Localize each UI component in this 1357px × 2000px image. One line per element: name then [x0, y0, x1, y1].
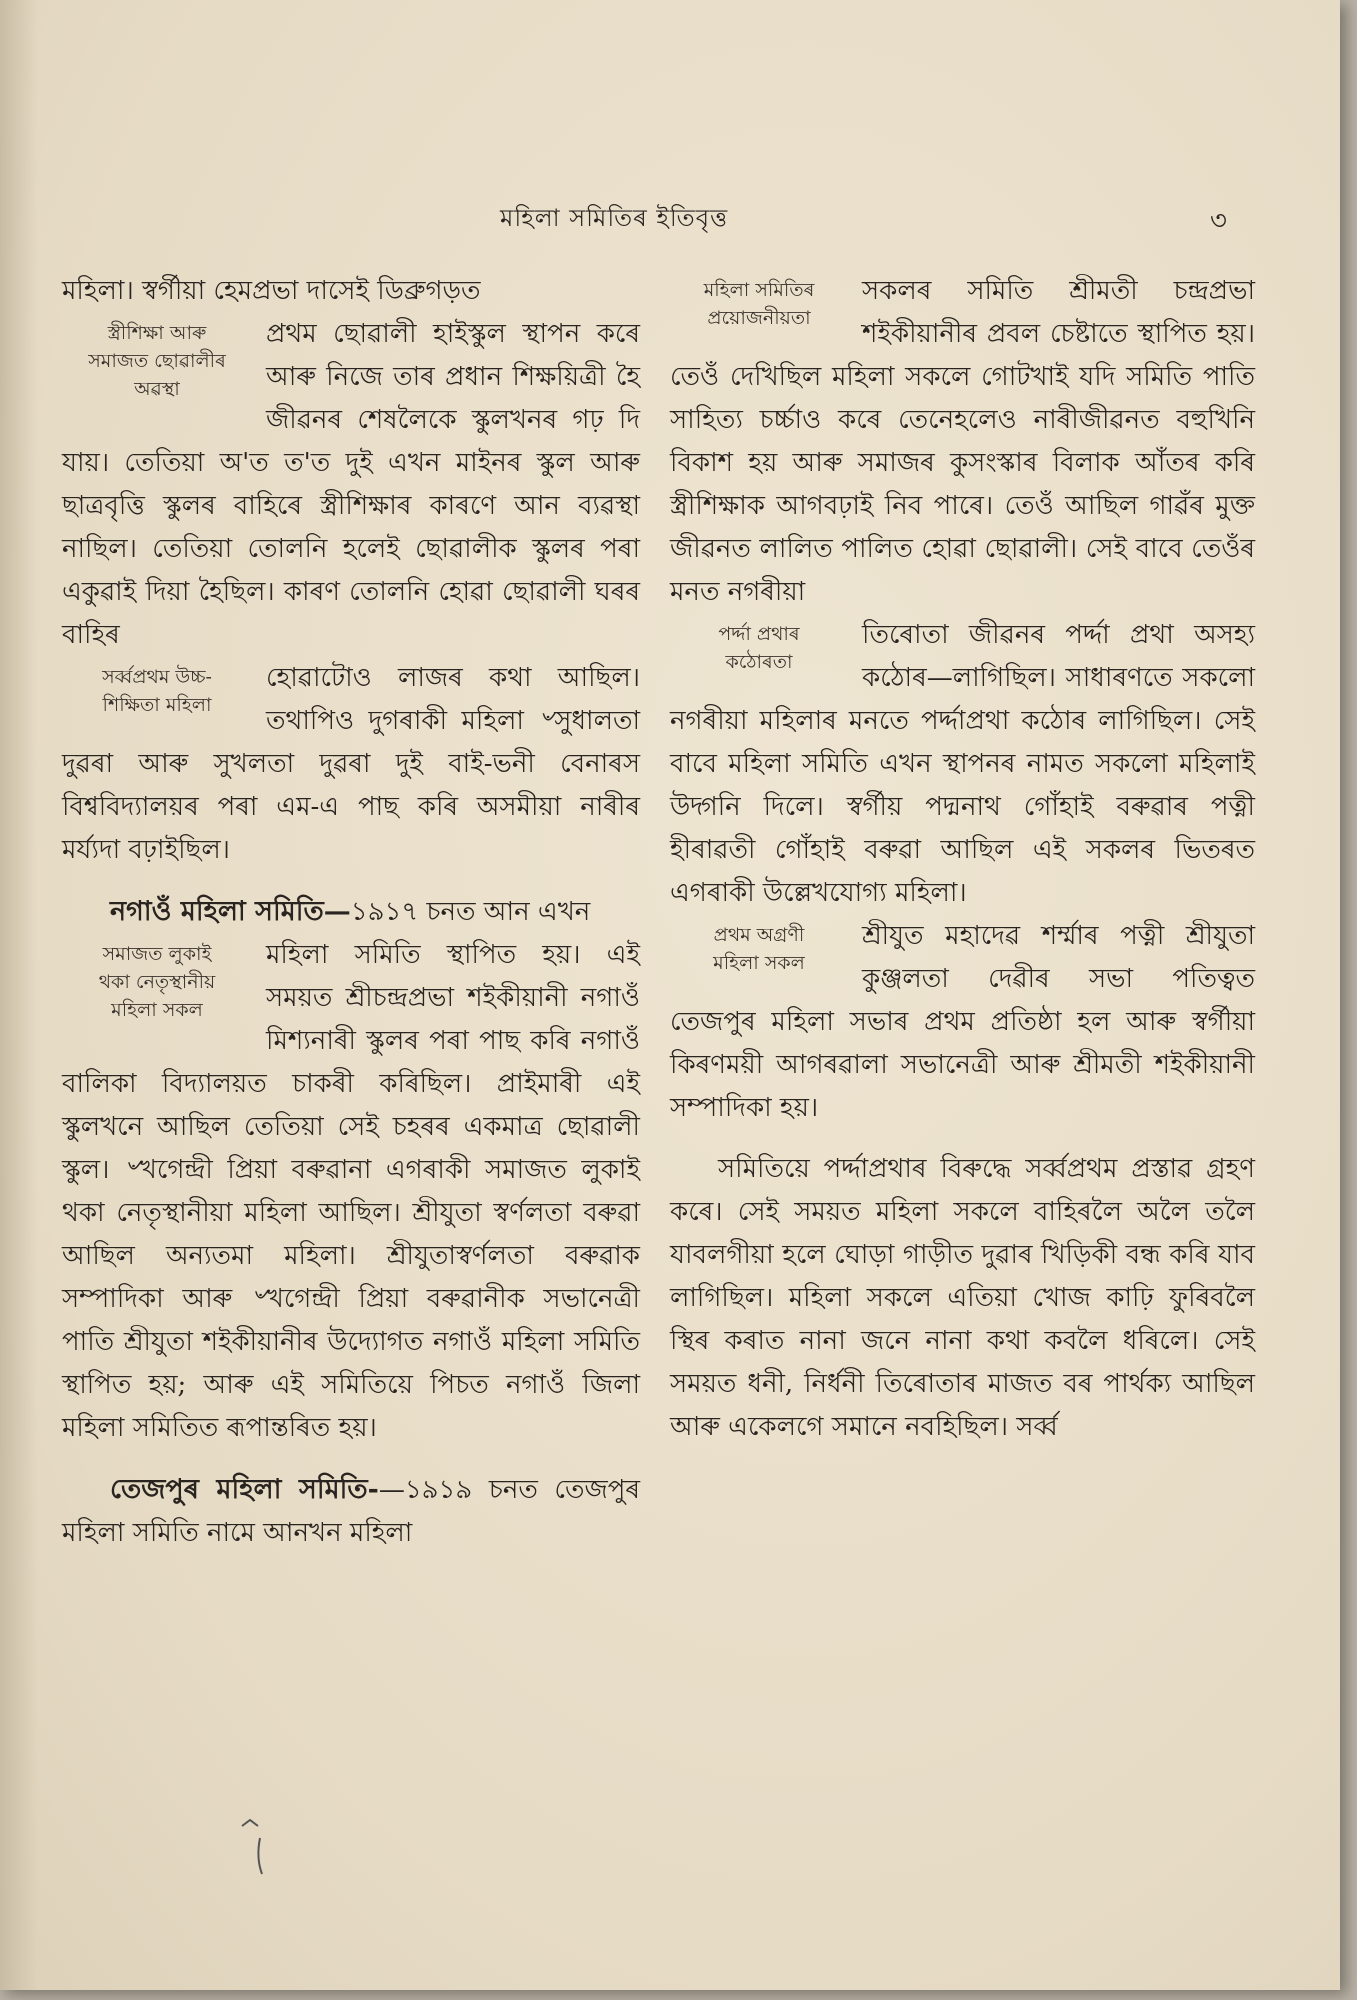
paragraph-text: মহিলা সমিতি স্থাপিত হয়। এই সময়ত শ্ৰীচন্দ্ৰপ্ৰভা শইকীয়ানী নগাওঁ মিশ্যনাৰী স্কুলৰ পৰা পাছ কৰি নগাওঁ বালিকা বিদ্যালয়ত চাকৰী কৰিছিল। প্ৰাইমাৰী এই স্কুলখনে আছিল তেতিয়া সেই চহৰৰ একমাত্ৰ ছোৱালী স্কুল। ৺খগেন্দ্ৰী প্ৰিয়া বৰুৱানা এগৰাকী সমাজত লুকাই থকা নেতৃস্থানীয়া মহিলা আছিল। শ্ৰীযুতা স্বৰ্ণলতা বৰুৱা আছিল অন্যতমা মহিলা। শ্ৰীযুতাস্বৰ্ণলতা বৰুৱাক সম্পাদিকা আৰু ৺খগেন্দ্ৰী প্ৰিয়া বৰুৱানীক সভানেত্ৰী পাতি শ্ৰীযুতা শইকীয়ানীৰ উদ্যোগত নগাওঁ মহিলা সমিতি স্থাপিত হয়; আৰু এই সমিতিয়ে পিচত নগাওঁ জিলা মহিলা সমিতিত ৰূপান্তৰিত হয়। — [62, 940, 640, 1443]
note-line: সৰ্ব্বপ্ৰথম উচ্চ- — [102, 666, 212, 688]
running-header — [0, 200, 1340, 240]
note-line: সমাজত ছোৱালীৰ — [88, 350, 226, 372]
note-line: অৱস্থা — [134, 378, 180, 400]
note-line: প্ৰথম অগ্ৰণী — [713, 924, 805, 946]
left-column — [62, 270, 640, 1555]
section-heading-tezpur — [62, 1468, 640, 1555]
note-line: প্ৰয়োজনীয়তা — [707, 307, 811, 329]
paragraph-r2 — [670, 614, 1255, 915]
heading-text: তেজপুৰ মহিলা সমিতি- — [110, 1474, 379, 1505]
margin-note-first-pioneers — [670, 921, 848, 977]
paragraph-2 — [62, 657, 640, 872]
section-heading-nagaon — [62, 890, 640, 934]
margin-note-hidden-leaders — [62, 940, 252, 1024]
heading-text: নগাওঁ মহিলা সমিতি— — [110, 896, 351, 927]
page-number: ৩ — [1210, 206, 1227, 236]
paragraph-r1 — [670, 270, 1255, 614]
heading-rest: —১৯১৯ চনত তেজপুৰ মহিলা সমিতি নামে আনখন মহিলা — [62, 1475, 641, 1548]
paragraph-text: তিৰোতা জীৱনৰ পৰ্দ্দা প্ৰথা অসহ্য কঠোৰ—লাগিছিল। সাধাৰণতে সকলো নগৰীয়া মহিলাৰ মনতে পৰ্দ্দাপ্ৰথা কঠোৰ লাগিছিল। সেই বাবে মহিলা সমিতি এখন স্থাপনৰ নামত সকলো মহিলাই উদ্গনি দিলে। স্বৰ্গীয় পদ্মনাথ গোঁহাই বৰুৱাৰ পত্নী হীৰাৱতী গোঁহাই বৰুৱা আছিল এই সকলৰ ভিতৰত এগৰাকী উল্লেখযোগ্য মহিলা। — [670, 620, 1255, 908]
margin-note-first-educated-women — [62, 663, 252, 719]
note-line: মহিলা সকল — [713, 952, 805, 974]
paragraph-1 — [62, 313, 640, 657]
paragraph-3 — [62, 934, 640, 1450]
note-line: মহিলা সকল — [111, 999, 203, 1021]
page-binding-shadow — [0, 0, 38, 1990]
note-line: শিক্ষিতা মহিলা — [102, 694, 212, 716]
paragraph-text: শ্ৰীযুত মহাদেৱ শৰ্ম্মাৰ পত্নী শ্ৰীযুতা কুঞ্জলতা দেৱীৰ সভা পতিত্বত তেজপুৰ মহিলা সভাৰ প্ৰথম প্ৰতিষ্ঠা হল আৰু স্বৰ্গীয়া কিৰণময়ী আগৰৱালা সভানেত্ৰী আৰু শ্ৰীমতী শইকীয়ানী সম্পাদিকা হয়। — [670, 921, 1255, 1123]
note-line: পৰ্দ্দা প্ৰথাৰ — [718, 623, 800, 645]
heading-rest: ১৯১৭ চনত আন এখন — [350, 897, 591, 927]
note-line: স্ত্ৰীশিক্ষা আৰু — [107, 322, 207, 344]
paragraph-r4: সমিতিয়ে পৰ্দ্দাপ্ৰথাৰ বিৰুদ্ধে সৰ্ব্বপ্ৰথম প্ৰস্তাৱ গ্ৰহণ কৰে। সেই সময়ত মহিলা সকলে বাহিৰলৈ অলৈ তলৈ যাবলগীয়া হলে ঘোড়া গাড়ীত দুৱাৰ খিড়িকী বন্ধ কৰি যাব লাগিছিল। মহিলা সকলে এতিয়া খোজ কাঢ়ি ফুৰিবলৈ স্থিৰ কৰাত নানা জনে নানা কথা কবলৈ ধৰিলে। সেই সময়ত ধনী, নিৰ্ধনী তিৰোতাৰ মাজত বৰ পাৰ্থক্য আছিল আৰু একেলগে সমানে নবহিছিল। সৰ্ব্ব — [670, 1154, 1255, 1442]
running-title: মহিলা সমিতিৰ ইতিবৃত্ত — [500, 204, 729, 232]
paragraph-text: প্ৰথম ছোৱালী হাইস্কুল স্থাপন কৰে আৰু নিজে তাৰ প্ৰধান শিক্ষয়িত্ৰী হৈ জীৱনৰ শেষলৈকে স্কুলখনৰ গঢ় দি যায়। তেতিয়া অ'ত ত'ত দুই এখন মাইনৰ স্কুল আৰু ছাত্ৰবৃত্তি স্কুলৰ বাহিৰে স্ত্ৰীশিক্ষাৰ কাৰণে আন ব্যৱস্থা নাছিল। তেতিয়া তোলনি হলেই ছোৱালীক স্কুলৰ পৰা একুৱাই দিয়া হৈছিল। কাৰণ তোলনি হোৱা ছোৱালী ঘৰৰ বাহিৰ — [62, 319, 640, 650]
paragraph-text: হোৱাটোও লাজৰ কথা আছিল। তথাপিও দুগৰাকী মহিলা ৺সুধালতা দুৱৰা আৰু সুখলতা দুৱৰা দুই বাই-ভনী বেনাৰস বিশ্ববিদ্যালয়ৰ পৰা এম-এ পাছ কৰি অসমীয়া নাৰীৰ মৰ্য্যদা বঢ়াইছিল। — [62, 663, 640, 865]
paragraph-text: সকলৰ সমিতি শ্ৰীমতী চন্দ্ৰপ্ৰভা শইকীয়ানীৰ প্ৰবল চেষ্টাতে স্থাপিত হয়। তেওঁ দেখিছিল মহিলা সকলে গোটখাই যদি সমিতি পাতি সাহিত্য চৰ্চ্চাও কৰে তেনেহলেও নাৰীজীৱনত বহুখিনি বিকাশ হয় আৰু সমাজৰ কুসংস্কাৰ বিলাক আঁতৰ কৰি স্ত্ৰীশিক্ষাক আগবঢ়াই নিব পাৰে। তেওঁ আছিল গাৱঁৰ মুক্ত জীৱনত লালিত পালিত হোৱা ছোৱালী। সেই বাবে তেওঁৰ মনত নগৰীয়া — [670, 276, 1255, 607]
margin-note-purdah-strictness — [670, 620, 848, 676]
note-line: সমাজত লুকাই — [102, 943, 212, 965]
margin-note-need-for-samiti — [670, 276, 848, 332]
right-column — [670, 270, 1255, 1449]
paragraph-r3 — [670, 915, 1255, 1130]
paragraph-lead: মহিলা। স্বৰ্গীয়া হেমপ্ৰভা দাসেই ডিব্ৰুগড়ত — [62, 276, 481, 306]
pencil-mark-icon — [238, 1818, 278, 1878]
note-line: কঠোৰতা — [725, 651, 793, 673]
margin-note-women-education — [62, 319, 252, 403]
note-line: থকা নেতৃস্থানীয় — [98, 971, 216, 993]
note-line: মহিলা সমিতিৰ — [703, 279, 815, 301]
